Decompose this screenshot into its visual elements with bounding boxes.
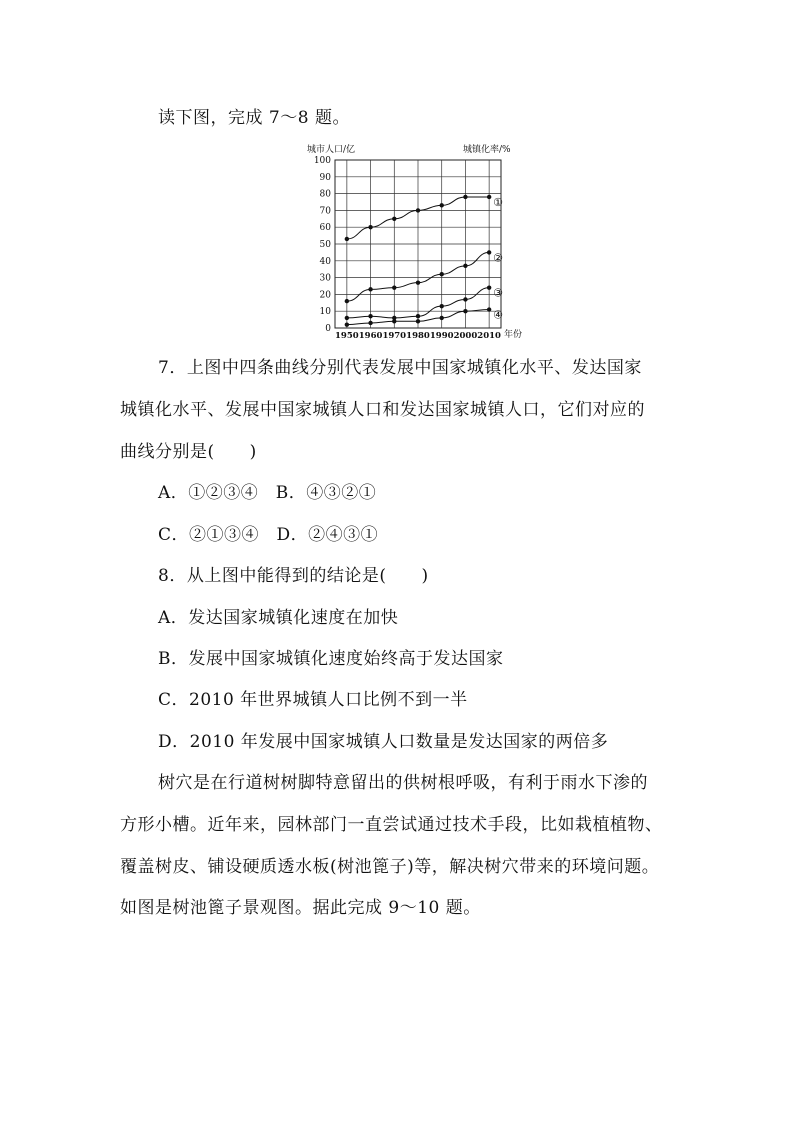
data-point [463, 297, 467, 301]
x-axis-unit: 年份 [504, 330, 523, 340]
x-tick-label: 2000 [453, 331, 478, 341]
data-point [345, 316, 349, 320]
series-label-2: ② [493, 251, 504, 265]
x-tick-label: 1970 [382, 331, 407, 341]
intro-text: 读下图，完成 7～8 题。 [158, 108, 350, 128]
x-tick-label: 1980 [406, 331, 430, 341]
data-point [345, 322, 349, 326]
x-tick-label: 2010 [477, 331, 501, 341]
data-point [416, 280, 420, 284]
data-point [416, 314, 420, 318]
passage-line1: 树穴是在行道树树脚特意留出的供树根呼吸，有利于雨水下渗的 [158, 773, 648, 793]
data-point [440, 272, 444, 276]
data-point [368, 321, 372, 325]
y-tick-label: 50 [319, 240, 331, 250]
x-tick-label: 1960 [358, 331, 383, 341]
q7-options-cd: C．②①③④ D．②④③① [158, 525, 379, 545]
x-tick-label: 1990 [429, 331, 454, 341]
data-point [345, 237, 349, 241]
passage-line4: 如图是树池篦子景观图。据此完成 9～10 题。 [120, 898, 481, 918]
data-point [487, 307, 491, 311]
data-point [392, 319, 396, 323]
q8-option-d: D．2010 年发展中国家城镇人口数量是发达国家的两倍多 [158, 732, 609, 752]
series-label-3: ③ [493, 286, 504, 300]
chart-grid [335, 160, 504, 328]
urbanization-chart [305, 140, 535, 345]
q7-stem-line1: 7．上图中四条曲线分别代表发展中国家城镇化水平、发达国家 [158, 358, 642, 378]
q8-option-a: A．发达国家城镇化速度在加快 [158, 608, 399, 628]
y-tick-label: 60 [319, 223, 331, 234]
passage-line3: 覆盖树皮、铺设硬质透水板(树池篦子)等，解决树穴带来的环境问题。 [120, 857, 660, 877]
series-label-1: ① [493, 195, 504, 209]
y-axis-ticks [314, 156, 331, 334]
passage-line2: 方形小槽。近年来，园林部门一直尝试通过技术手段，比如栽植植物、 [120, 815, 663, 835]
y-tick-label: 100 [313, 156, 331, 166]
data-point [416, 208, 420, 212]
data-point [440, 203, 444, 207]
q7-stem-line3: 曲线分别是( ) [120, 442, 257, 462]
x-tick-label: 1950 [335, 331, 359, 341]
data-point [463, 195, 467, 199]
y-tick-label: 80 [319, 189, 331, 200]
data-point [368, 314, 372, 318]
data-point [463, 309, 467, 313]
y-tick-label: 70 [319, 206, 331, 217]
q8-stem: 8．从上图中能得到的结论是( ) [158, 566, 429, 586]
data-point [487, 285, 491, 289]
series-label-4: ④ [493, 308, 504, 322]
x-axis-ticks [335, 331, 501, 341]
data-point [392, 285, 396, 289]
data-point [345, 299, 349, 303]
y-tick-label: 10 [319, 307, 331, 318]
data-point [368, 225, 372, 229]
y-axis-right-label: 城镇化率/% [463, 145, 511, 155]
y-tick-label: 0 [325, 324, 331, 334]
data-point [392, 217, 396, 221]
data-point [463, 264, 467, 268]
data-point [487, 250, 491, 254]
y-tick-label: 20 [319, 290, 331, 301]
y-axis-left-label: 城市人口/亿 [307, 145, 356, 155]
q7-options-ab: A．①②③④ B．④③②① [158, 483, 377, 503]
y-tick-label: 30 [319, 273, 331, 284]
data-point [368, 287, 372, 291]
q8-option-c: C．2010 年世界城镇人口比例不到一半 [158, 690, 468, 710]
y-tick-label: 40 [319, 256, 331, 267]
data-point [440, 316, 444, 320]
q8-option-b: B．发展中国家城镇化速度始终高于发达国家 [158, 649, 504, 669]
data-point [440, 304, 444, 308]
y-tick-label: 90 [319, 172, 331, 183]
q7-stem-line2: 城镇化水平、发展中国家城镇人口和发达国家城镇人口，它们对应的 [120, 400, 645, 420]
data-point [487, 195, 491, 199]
data-point [416, 319, 420, 323]
